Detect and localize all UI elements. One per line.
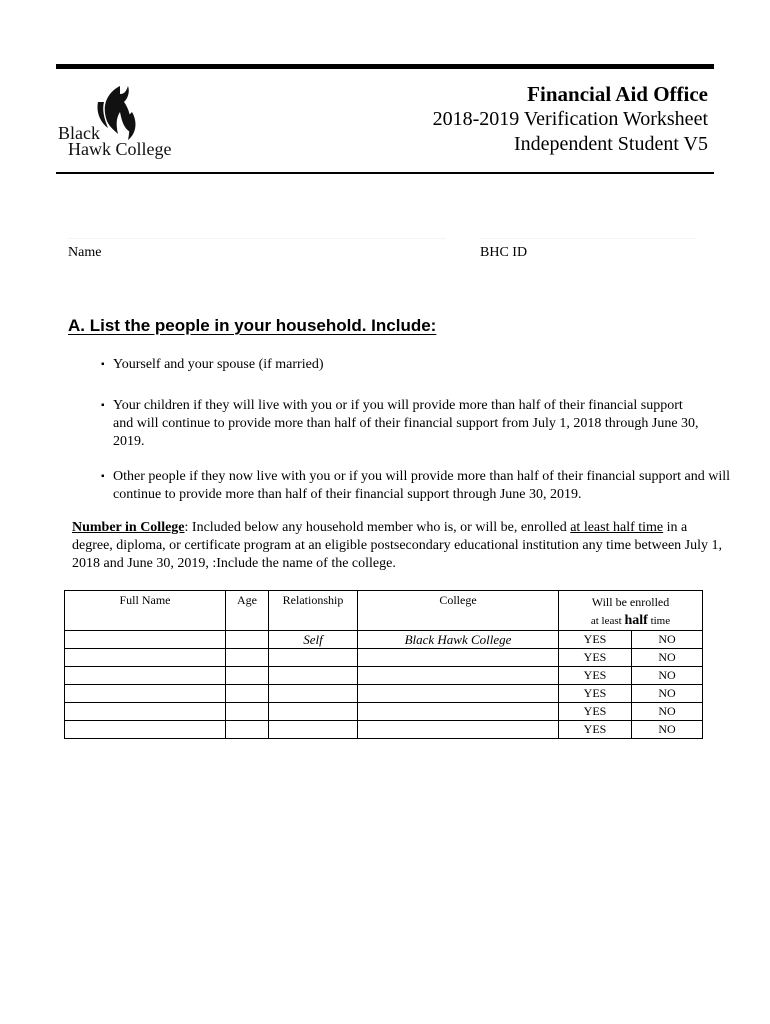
bullet-item: [101, 397, 701, 451]
name-field[interactable]: ______________________________________________________: [68, 227, 446, 239]
header-enrolled-pre: at least: [590, 615, 625, 627]
header-enrolled-line1: Will be enrolled: [591, 595, 670, 609]
document-header: [433, 82, 708, 157]
number-in-college-heading: Number in College: [72, 520, 185, 535]
black-hawk-logo: [58, 82, 176, 162]
cell-age[interactable]: [226, 685, 269, 703]
cell-full-name[interactable]: [65, 631, 226, 649]
nic-text-1: : Included below any household member who is, or will be, enrolled: [184, 520, 571, 535]
cell-age[interactable]: [226, 649, 269, 667]
table-row: [65, 703, 703, 721]
bullet-item: [101, 468, 741, 504]
header-top-rule: [56, 64, 714, 69]
cell-yes[interactable]: YES: [559, 667, 632, 685]
nic-text-2: in a degree, diploma, or certificate program at an eligible postsecondary educational institution any time between July 1, 2018 and June 30, 2019, :Include the name of the college.: [72, 520, 723, 571]
cell-no[interactable]: NO: [632, 721, 703, 739]
bhc-id-field[interactable]: _______________________________: [480, 227, 697, 239]
cell-no[interactable]: NO: [632, 685, 703, 703]
header-enrolled-half: half: [624, 613, 648, 628]
cell-relationship[interactable]: [269, 721, 358, 739]
cell-college[interactable]: [358, 721, 559, 739]
bullet-text: Yourself and your spouse (if married): [113, 357, 324, 372]
cell-relationship[interactable]: [269, 667, 358, 685]
cell-yes[interactable]: YES: [559, 631, 632, 649]
table-row: [65, 667, 703, 685]
cell-college[interactable]: [358, 703, 559, 721]
cell-relationship[interactable]: Self: [269, 631, 358, 649]
table-row: [65, 685, 703, 703]
table-row: [65, 649, 703, 667]
cell-age[interactable]: [226, 703, 269, 721]
section-a-title: A. List the people in your household. Include:: [68, 316, 437, 335]
cell-college[interactable]: Black Hawk College: [358, 631, 559, 649]
cell-relationship[interactable]: [269, 685, 358, 703]
cell-yes[interactable]: YES: [559, 649, 632, 667]
header-relationship: Relationship: [269, 591, 358, 631]
student-type: Independent Student V5: [513, 133, 708, 155]
cell-relationship[interactable]: [269, 649, 358, 667]
cell-no[interactable]: NO: [632, 667, 703, 685]
bullet-item: [101, 356, 731, 374]
table-row: [65, 721, 703, 739]
cell-college[interactable]: [358, 667, 559, 685]
cell-college[interactable]: [358, 649, 559, 667]
cell-yes[interactable]: YES: [559, 703, 632, 721]
office-title: Financial Aid Office: [527, 82, 708, 106]
header-enrolled: [559, 591, 703, 631]
header-enrolled-post: time: [647, 615, 671, 627]
cell-full-name[interactable]: [65, 649, 226, 667]
cell-relationship[interactable]: [269, 703, 358, 721]
header-age: Age: [226, 591, 269, 631]
cell-full-name[interactable]: [65, 721, 226, 739]
worksheet-title: 2018-2019 Verification Worksheet: [432, 108, 708, 130]
cell-no[interactable]: NO: [632, 703, 703, 721]
cell-no[interactable]: NO: [632, 649, 703, 667]
bullet-icon: ▪: [101, 359, 105, 370]
cell-age[interactable]: [226, 631, 269, 649]
cell-full-name[interactable]: [65, 703, 226, 721]
cell-yes[interactable]: YES: [559, 721, 632, 739]
cell-age[interactable]: [226, 721, 269, 739]
cell-full-name[interactable]: [65, 685, 226, 703]
bullet-text: Your children if they will live with you or if you will provide more than half of their financial support and will continue to provide more than half of their financial support from July 1, 2018 through June 30, 2019.: [113, 398, 699, 449]
table-row: [65, 631, 703, 649]
cell-age[interactable]: [226, 667, 269, 685]
name-label: Name: [68, 245, 102, 260]
header-full-name: Full Name: [65, 591, 226, 631]
bullet-icon: ▪: [101, 471, 105, 482]
bullet-icon: ▪: [101, 400, 105, 411]
bhc-id-label: BHC ID: [480, 245, 528, 260]
number-in-college-paragraph: [72, 519, 722, 573]
header-college: College: [358, 591, 559, 631]
logo-text-black: Black: [58, 123, 100, 143]
table-header-row: [65, 591, 703, 631]
household-table: [64, 590, 703, 739]
cell-full-name[interactable]: [65, 667, 226, 685]
cell-yes[interactable]: YES: [559, 685, 632, 703]
bullet-text: Other people if they now live with you or if you will provide more than half of their financial support and will continue to provide more than half of their financial support through June 30, 2019.: [113, 469, 731, 502]
cell-college[interactable]: [358, 685, 559, 703]
logo-text-hawk-college: Hawk College: [68, 139, 172, 159]
header-bottom-rule: [56, 172, 714, 174]
cell-no[interactable]: NO: [632, 631, 703, 649]
nic-half-time: at least half time: [570, 520, 664, 535]
